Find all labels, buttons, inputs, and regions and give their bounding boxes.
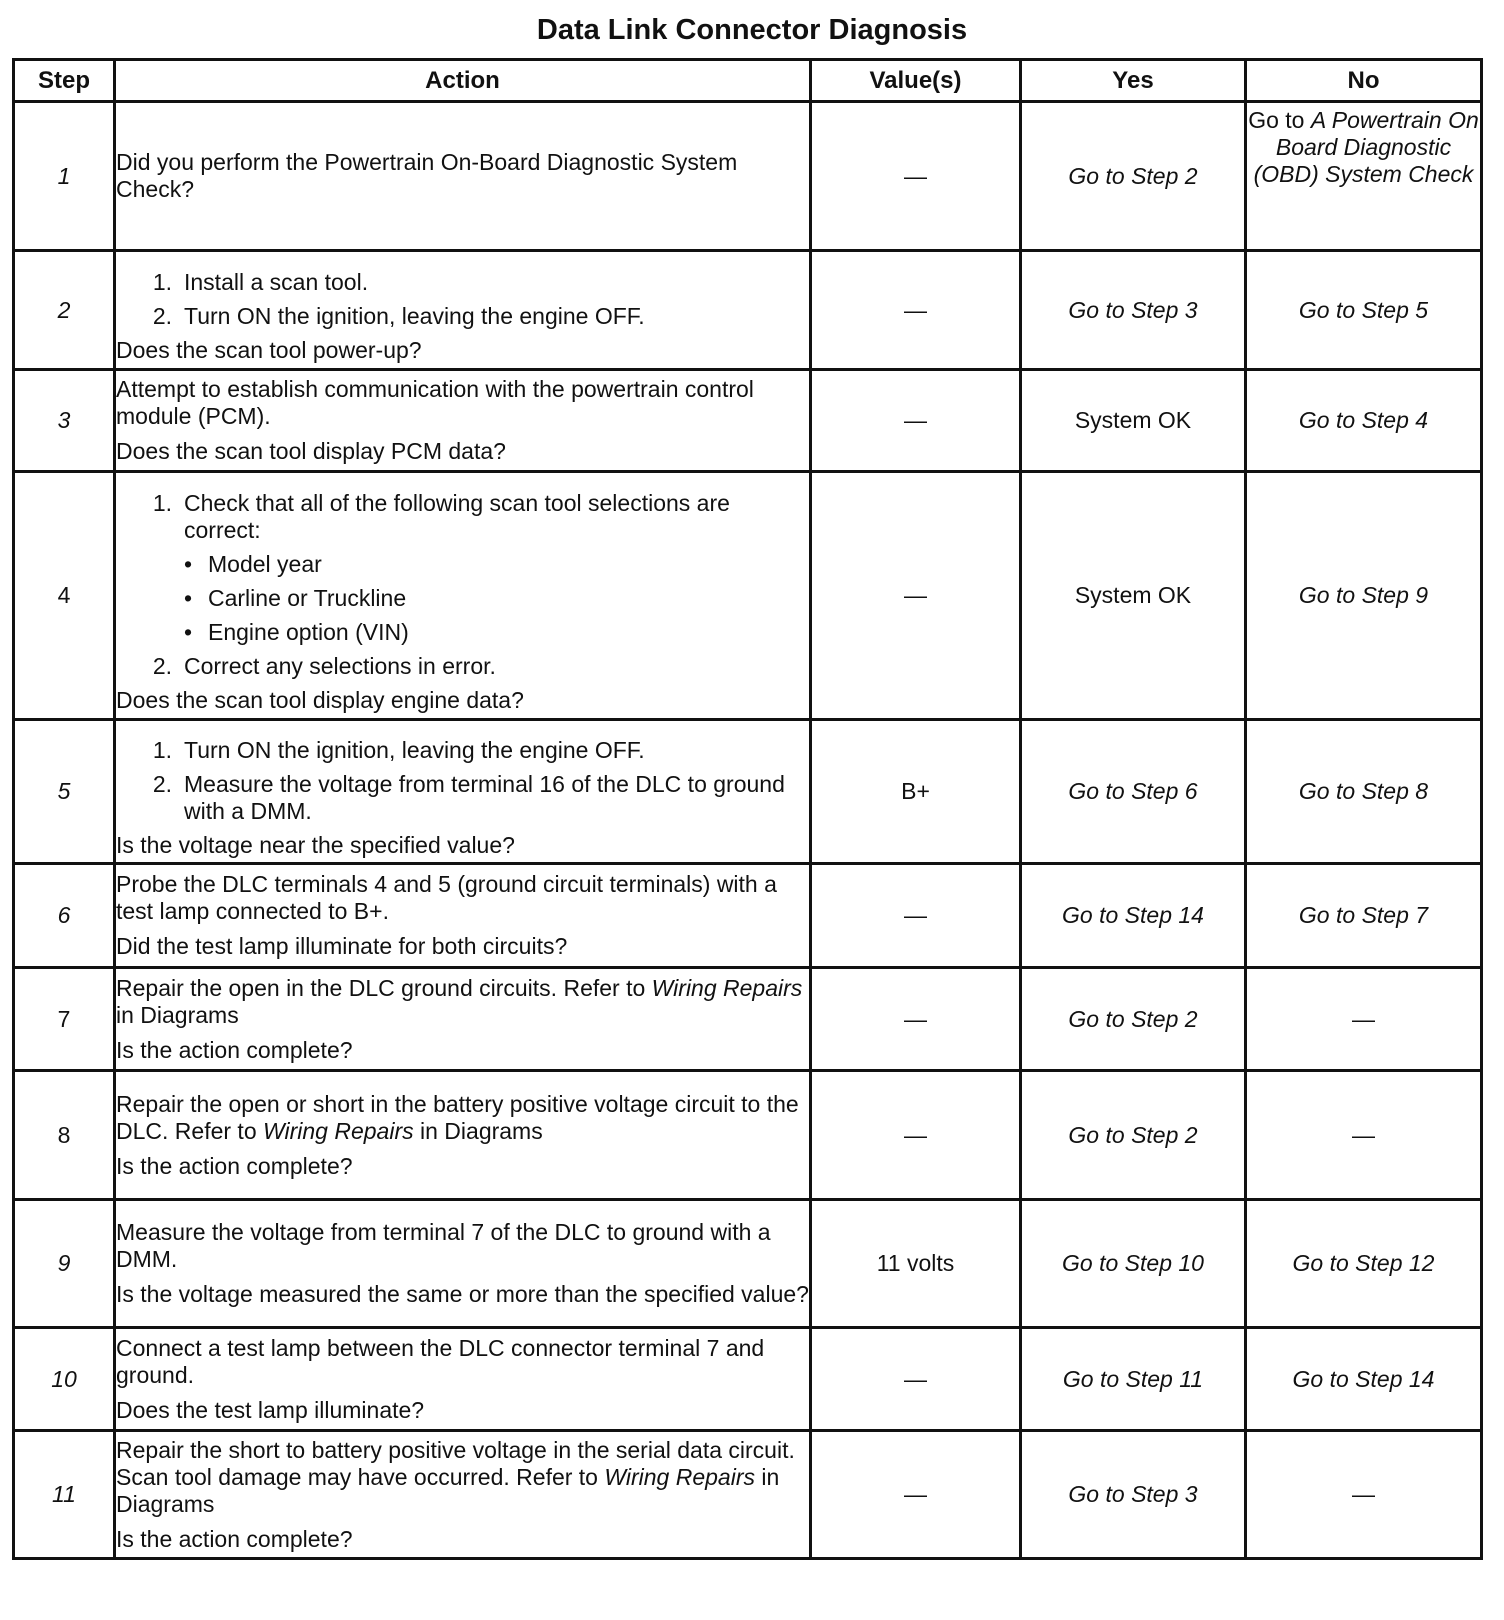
value-cell: —: [811, 968, 1021, 1071]
step-number: 7: [14, 968, 115, 1071]
action-question: Does the scan tool display PCM data?: [116, 438, 506, 464]
action-cell: [115, 251, 811, 370]
action-text: Connect a test lamp between the DLC connector terminal 7 and ground.: [116, 1334, 765, 1388]
action-cell: [115, 370, 811, 472]
action-cell: [115, 1431, 811, 1559]
no-prefix: Go to: [1248, 107, 1311, 133]
no-cell: Go to Step 7: [1246, 864, 1482, 968]
value-cell: —: [811, 370, 1021, 472]
header-action: Action: [115, 60, 811, 102]
table-row: [14, 968, 1482, 1071]
action-list-item: 2. Correct any selections in error.: [152, 652, 496, 679]
no-cell: [1246, 102, 1482, 251]
table-row: [14, 370, 1482, 472]
bullet-item: • Carline or Truckline: [184, 584, 407, 611]
no-reference: A Powertrain On Board Diagnostic (OBD) System Check: [1253, 107, 1479, 187]
header-no: No: [1246, 60, 1482, 102]
value-cell: B+: [811, 720, 1021, 864]
action-list-item: 1. Install a scan tool.: [152, 268, 369, 295]
action-text: Measure the voltage from terminal 7 of the DLC to ground with a DMM.: [116, 1219, 771, 1272]
diagnosis-table: [12, 58, 1483, 1560]
action-cell: [115, 720, 811, 864]
step-number: 1: [14, 102, 115, 251]
step-number: 9: [14, 1200, 115, 1328]
table-row: [14, 1071, 1482, 1200]
action-question: Is the voltage measured the same or more than the specified value?: [116, 1281, 809, 1307]
action-text: Probe the DLC terminals 4 and 5 (ground circuit terminals) with a test lamp connected to B+.: [116, 871, 777, 924]
action-list-item: 2. Turn ON the ignition, leaving the engine OFF.: [152, 302, 645, 329]
step-number: 8: [14, 1071, 115, 1200]
value-cell: —: [811, 1431, 1021, 1559]
no-cell: Go to Step 5: [1246, 251, 1482, 370]
yes-cell: System OK: [1021, 472, 1246, 720]
no-cell: —: [1246, 968, 1482, 1071]
action-cell: [115, 968, 811, 1071]
bullet-item: • Engine option (VIN): [184, 618, 409, 645]
table-row: [14, 864, 1482, 968]
action-list-item: 1. Check that all of the following scan tool selections are correct:: [152, 489, 730, 543]
wiring-repairs-ref: Wiring Repairs: [263, 1117, 414, 1144]
yes-cell: Go to Step 10: [1021, 1200, 1246, 1328]
action-cell: [115, 1200, 811, 1328]
no-cell: Go to Step 12: [1246, 1200, 1482, 1328]
yes-cell: Go to Step 11: [1021, 1328, 1246, 1431]
no-cell: Go to Step 14: [1246, 1328, 1482, 1431]
value-cell: —: [811, 864, 1021, 968]
value-cell: 11 volts: [811, 1200, 1021, 1328]
action-question: Is the action complete?: [116, 1036, 353, 1063]
yes-cell: Go to Step 3: [1021, 1431, 1246, 1559]
value-cell: —: [811, 251, 1021, 370]
yes-cell: System OK: [1021, 370, 1246, 472]
action-cell: [115, 102, 811, 251]
page-title: Data Link Connector Diagnosis: [536, 14, 968, 46]
step-number: 2: [14, 251, 115, 370]
action-list-item: 1. Turn ON the ignition, leaving the engine OFF.: [152, 736, 645, 763]
value-cell: —: [811, 102, 1021, 251]
no-cell: Go to Step 9: [1246, 472, 1482, 720]
bullet-item: • Model year: [184, 550, 322, 577]
step-number: 6: [14, 864, 115, 968]
action-list-item: 2. Measure the voltage from terminal 16 of the DLC to ground with a DMM.: [152, 770, 785, 824]
action-cell: [115, 1071, 811, 1200]
action-question: Is the action complete?: [116, 1152, 353, 1179]
table-row: [14, 251, 1482, 370]
action-question: Did the test lamp illuminate for both circuits?: [116, 933, 568, 959]
wiring-repairs-ref: Wiring Repairs: [604, 1463, 755, 1490]
no-cell: —: [1246, 1071, 1482, 1200]
step-number: 11: [14, 1431, 115, 1559]
table-row: [14, 102, 1482, 251]
table-row: [14, 472, 1482, 720]
table-row: [14, 1328, 1482, 1431]
value-cell: —: [811, 1328, 1021, 1431]
no-cell: Go to Step 4: [1246, 370, 1482, 472]
step-number: 5: [14, 720, 115, 864]
table-header-row: [14, 60, 1482, 102]
yes-cell: Go to Step 2: [1021, 1071, 1246, 1200]
yes-cell: Go to Step 14: [1021, 864, 1246, 968]
action-text: Repair the short to battery positive voltage in the serial data circuit. Scan tool damage may have occurred. Refer to Wiring Repairs in Diagrams: [116, 1436, 795, 1517]
yes-cell: Go to Step 2: [1021, 968, 1246, 1071]
table-row: [14, 720, 1482, 864]
header-step: Step: [14, 60, 115, 102]
action-question: Did you perform the Powertrain On-Board Diagnostic System Check?: [116, 149, 738, 202]
step-number: 3: [14, 370, 115, 472]
header-yes: Yes: [1021, 60, 1246, 102]
no-cell: Go to Step 8: [1246, 720, 1482, 864]
table-row: [14, 1431, 1482, 1559]
step-number: 10: [14, 1328, 115, 1431]
action-question: Is the voltage near the specified value?: [116, 831, 515, 858]
action-question: Does the scan tool display engine data?: [116, 686, 524, 713]
yes-cell: Go to Step 2: [1021, 102, 1246, 251]
action-text: Repair the open in the DLC ground circuits. Refer to Wiring Repairs in Diagrams: [116, 974, 803, 1028]
value-cell: —: [811, 472, 1021, 720]
action-text: Repair the open or short in the battery positive voltage circuit to the DLC. Refer to Wiring Repairs in Diagrams: [116, 1090, 799, 1144]
wiring-repairs-ref: Wiring Repairs: [651, 974, 803, 1001]
no-cell: —: [1246, 1431, 1482, 1559]
action-question: Does the scan tool power-up?: [116, 336, 422, 363]
action-cell: [115, 472, 811, 720]
action-question: Is the action complete?: [116, 1525, 353, 1552]
step-number: 4: [14, 472, 115, 720]
action-question: Does the test lamp illuminate?: [116, 1396, 425, 1423]
yes-cell: Go to Step 6: [1021, 720, 1246, 864]
value-cell: —: [811, 1071, 1021, 1200]
header-values: Value(s): [811, 60, 1021, 102]
yes-cell: Go to Step 3: [1021, 251, 1246, 370]
action-cell: [115, 864, 811, 968]
action-text: Attempt to establish communication with the powertrain control module (PCM).: [116, 376, 754, 429]
action-cell: [115, 1328, 811, 1431]
table-row: [14, 1200, 1482, 1328]
